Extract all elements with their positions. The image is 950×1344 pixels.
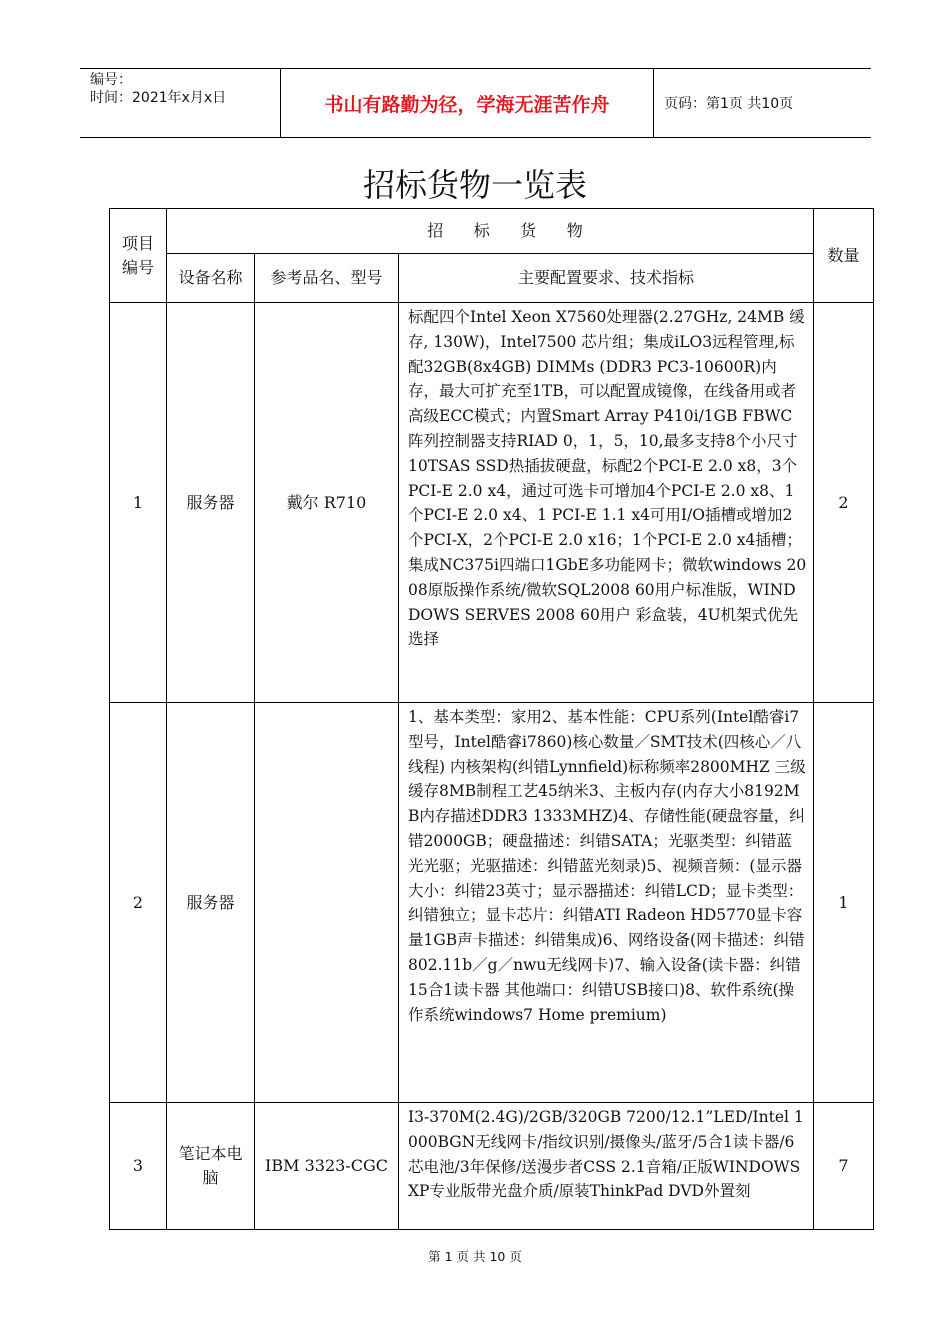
date-line: 时间：2021年x月x日 bbox=[90, 90, 227, 106]
row-spec: 标配四个Intel Xeon X7560处理器(2.27GHz, 24MB 缓存, 130W)，Intel7500 芯片组；集成iLO3远程管理,标配32GB(8x4GB) DIMMs (DDR3 PC3-10600R)内存，最大可扩充至1TB，可以配置成镜像，在线备用或者高级ECC模式；内置Smart Array P410i/1GB FBWC阵列控制器支持RIAD 0，1，5，10,最多支持8个小尺寸10TSAS SSD热插拔硬盘，标配2个PCI-E 2.0 x8，3个PCI-E 2.0 x4，通过可选卡可增加4个PCI-E 2.0 x8、1个PCI-E 2.0 x4、1 PCI-E 1.1 x4可用I/O插槽或增加2个PCI-X，2个PCI-E 2.0 x16；1个PCI-E 2.0 x4插槽；集成NC375i四端口1GbE多功能网卡；微软windows 2008原版操作系统/微软SQL2008 60用户标准版，WINDDOWS SERVES 2008 60用户 彩盒装，4U机架式优先选择 bbox=[399, 303, 814, 703]
header-quantity: 数量 bbox=[814, 209, 874, 303]
table-row bbox=[110, 303, 874, 703]
doc-number-label: 编号： bbox=[90, 72, 132, 88]
header-device-name: 设备名称 bbox=[167, 254, 255, 303]
table-row bbox=[110, 1103, 874, 1230]
goods-table bbox=[109, 208, 874, 1230]
header-meta bbox=[80, 69, 281, 137]
page-footer: 第 1 页 共 10 页 bbox=[428, 1249, 522, 1264]
row-device-name: 服务器 bbox=[167, 303, 255, 703]
row-spec: I3-370M(2.4G)/2GB/320GB 7200/12.1”LED/Intel 1000BGN无线网卡/指纹识别/摄像头/蓝牙/5合1读卡器/6芯电池/3年保修/送漫步者CSS 2.1音箱/正版WINDOWS XP专业版带光盘介质/原装ThinkPad DVD外置刻 bbox=[399, 1103, 814, 1230]
document-title: 招标货物一览表 bbox=[362, 166, 587, 204]
row-no: 2 bbox=[110, 703, 167, 1103]
table-row bbox=[110, 703, 874, 1103]
header-item-no: 项目编号 bbox=[110, 209, 167, 303]
header-ref-model: 参考品名、型号 bbox=[255, 254, 399, 303]
row-qty: 1 bbox=[814, 703, 874, 1103]
table-subheader-row bbox=[110, 254, 874, 303]
row-no: 3 bbox=[110, 1103, 167, 1230]
page-header bbox=[80, 68, 871, 138]
row-model bbox=[255, 703, 399, 1103]
row-device-name: 服务器 bbox=[167, 703, 255, 1103]
row-qty: 2 bbox=[814, 303, 874, 703]
row-spec: 1、基本类型：家用2、基本性能：CPU系列(Intel酷睿i7型号，Intel酷睿i7860)核心数量／SMT技术(四核心／八线程) 内核架构(纠错Lynnfield)标称频率2800MHZ 三级缓存8MB制程工艺45纳米3、主板内存(内存大小8192MB内存描述DDR3 1333MHZ)4、存储性能(硬盘容量，纠错2000GB；硬盘描述：纠错SATA；光驱类型：纠错蓝光光驱；光驱描述：纠错蓝光刻录)5、视频音频：(显示器大小：纠错23英寸；显示器描述：纠错LCD；显卡类型：纠错独立；显卡芯片：纠错ATI Radeon HD5770显卡容量1GB声卡描述：纠错集成)6、网络设备(网卡描述：纠错802.11b／g／nwu无线网卡)7、输入设备(读卡器：纠错15合1读卡器 其他端口：纠错USB接口)8、软件系统(操作系统windows7 Home premium) bbox=[399, 703, 814, 1103]
header-spec: 主要配置要求、技术指标 bbox=[399, 254, 814, 303]
row-model: 戴尔 R710 bbox=[255, 303, 399, 703]
row-device-name: 笔记本电脑 bbox=[167, 1103, 255, 1230]
table-header-row bbox=[110, 209, 874, 254]
row-qty: 7 bbox=[814, 1103, 874, 1230]
header-page-info: 页码：第1页 共10页 bbox=[664, 96, 794, 112]
row-model: IBM 3323-CGC bbox=[255, 1103, 399, 1230]
row-no: 1 bbox=[110, 303, 167, 703]
header-motto: 书山有路勤为径，学海无涯苦作舟 bbox=[281, 69, 654, 137]
header-goods: 招 标 货 物 bbox=[167, 209, 814, 254]
